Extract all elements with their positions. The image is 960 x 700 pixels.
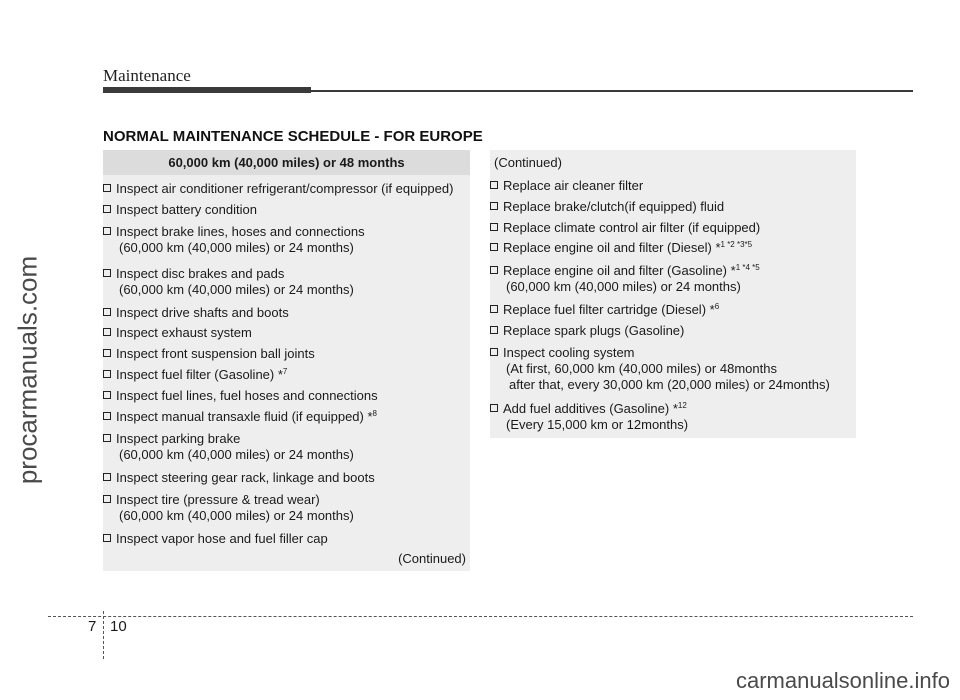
left-schedule-panel bbox=[103, 150, 470, 571]
footer-divider bbox=[103, 611, 104, 659]
checklist-item: Replace engine oil and filter (Gasoline) *$^{1 *4 *5}$ (60,000 km (40,000 miles) or 24 months) bbox=[490, 263, 760, 295]
checkbox-icon bbox=[103, 227, 111, 235]
checklist-item: Inspect exhaust system bbox=[103, 325, 252, 341]
right-schedule-panel bbox=[490, 150, 856, 438]
checkbox-icon bbox=[103, 349, 111, 357]
continued-label: (Continued) bbox=[494, 155, 562, 170]
interval-heading: 60,000 km (40,000 miles) or 48 months bbox=[103, 150, 470, 175]
checklist-item: Replace brake/clutch(if equipped) fluid bbox=[490, 199, 724, 215]
checkbox-icon bbox=[103, 308, 111, 316]
checkbox-icon bbox=[103, 434, 111, 442]
page-header-title: Maintenance bbox=[103, 66, 191, 85]
checkbox-icon bbox=[103, 495, 111, 503]
checklist-item: Inspect parking brake (60,000 km (40,000 miles) or 24 months) bbox=[103, 431, 354, 463]
checkbox-icon bbox=[490, 326, 498, 334]
checkbox-icon bbox=[103, 412, 111, 420]
footer-rule bbox=[48, 616, 913, 617]
checkbox-icon bbox=[490, 348, 498, 356]
checkbox-icon bbox=[103, 184, 111, 192]
checkbox-icon bbox=[490, 404, 498, 412]
checkbox-icon bbox=[490, 266, 498, 274]
bottom-watermark: carmanualsonline.info bbox=[735, 668, 950, 693]
checklist-item: Inspect disc brakes and pads (60,000 km (40,000 miles) or 24 months) bbox=[103, 266, 354, 298]
checklist-item: Inspect front suspension ball joints bbox=[103, 346, 315, 362]
checkbox-icon bbox=[103, 534, 111, 542]
header-rule-thin bbox=[311, 90, 913, 92]
checklist-item: Inspect air conditioner refrigerant/compressor (if equipped) bbox=[103, 181, 453, 197]
checklist-item: Inspect fuel lines, fuel hoses and connections bbox=[103, 388, 378, 404]
checkbox-icon bbox=[103, 370, 111, 378]
chapter-number: 7 bbox=[88, 618, 97, 635]
checkbox-icon bbox=[103, 473, 111, 481]
checklist-item: Inspect battery condition bbox=[103, 202, 257, 218]
checklist-item: Inspect drive shafts and boots bbox=[103, 305, 289, 321]
checklist-item: Replace spark plugs (Gasoline) bbox=[490, 323, 684, 339]
checklist-item: Inspect cooling system (At first, 60,000 km (40,000 miles) or 48months after that, every 30,000 km (20,000 miles) or 24months) bbox=[490, 345, 830, 393]
checkbox-icon bbox=[490, 223, 498, 231]
checklist-item: Inspect steering gear rack, linkage and boots bbox=[103, 470, 375, 486]
checkbox-icon bbox=[103, 205, 111, 213]
checklist-item: Inspect fuel filter (Gasoline) *$^7$ bbox=[103, 367, 287, 383]
checklist-item: Add fuel additives (Gasoline) *$^{12}$ (Every 15,000 km or 12months) bbox=[490, 401, 688, 433]
side-watermark: procarmanuals.com bbox=[12, 255, 43, 485]
checkbox-icon bbox=[490, 202, 498, 210]
checkbox-icon bbox=[103, 269, 111, 277]
checkbox-icon bbox=[103, 328, 111, 336]
page-number: 10 bbox=[110, 618, 127, 635]
checkbox-icon bbox=[490, 243, 498, 251]
checklist-item: Inspect vapor hose and fuel filler cap bbox=[103, 531, 328, 547]
checklist-item: Replace fuel filter cartridge (Diesel) *$^6$ bbox=[490, 302, 719, 318]
checklist-item: Inspect tire (pressure & tread wear) (60,000 km (40,000 miles) or 24 months) bbox=[103, 492, 354, 524]
checkbox-icon bbox=[103, 391, 111, 399]
checkbox-icon bbox=[490, 305, 498, 313]
header-rule-thick bbox=[103, 87, 311, 93]
section-heading: NORMAL MAINTENANCE SCHEDULE - FOR EUROPE bbox=[103, 128, 483, 145]
checklist-item: Replace climate control air filter (if equipped) bbox=[490, 220, 760, 236]
checklist-item: Inspect brake lines, hoses and connections (60,000 km (40,000 miles) or 24 months) bbox=[103, 224, 365, 256]
checklist-item: Replace engine oil and filter (Diesel) *$^{1 *2 *3*5}$ bbox=[490, 240, 752, 256]
continued-label: (Continued) bbox=[398, 551, 466, 566]
checklist-item: Replace air cleaner filter bbox=[490, 178, 643, 194]
checklist-item: Inspect manual transaxle fluid (if equipped) *$^8$ bbox=[103, 409, 377, 425]
checkbox-icon bbox=[490, 181, 498, 189]
